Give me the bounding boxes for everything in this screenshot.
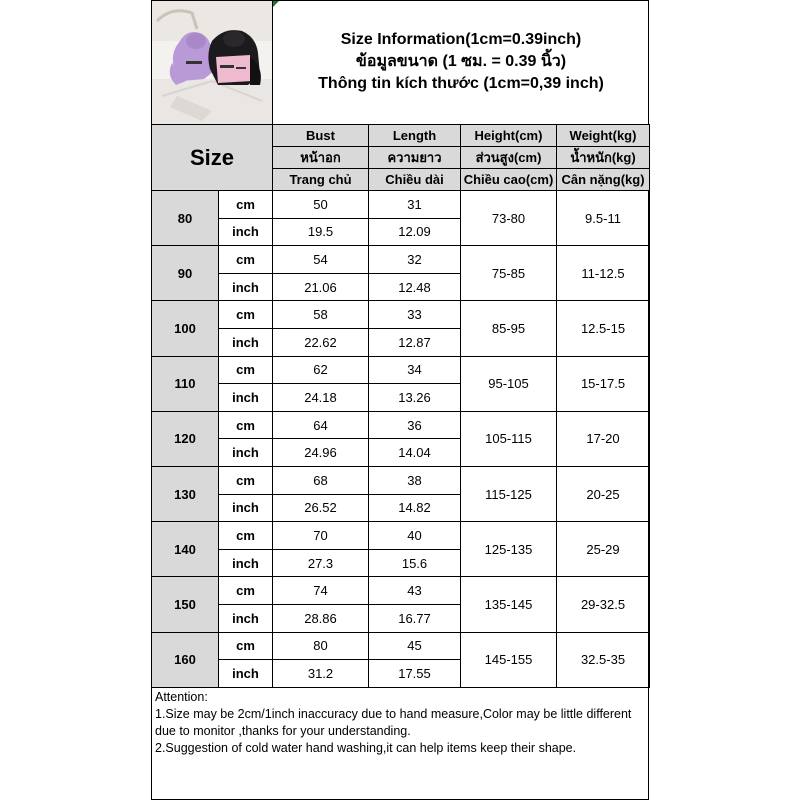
length-cm-value: 38: [369, 466, 461, 494]
size-value: 90: [152, 246, 219, 301]
weight-value: 29-32.5: [557, 577, 650, 632]
length-inch-value: 15.6: [369, 549, 461, 577]
bust-cm-value: 64: [273, 411, 369, 439]
length-inch-value: 12.09: [369, 218, 461, 246]
length-inch-value: 12.48: [369, 273, 461, 301]
size-value: 120: [152, 411, 219, 466]
weight-value: 25-29: [557, 522, 650, 577]
unit-inch-label: inch: [219, 439, 273, 467]
unit-cm-label: cm: [219, 191, 273, 219]
col-weight-vi: Cân nặng(kg): [557, 169, 650, 191]
unit-cm-label: cm: [219, 577, 273, 605]
header-line-thai: ข้อมูลขนาด (1 ซม. = 0.39 นิ้ว): [355, 53, 567, 70]
bust-cm-value: 80: [273, 632, 369, 660]
size-value: 160: [152, 632, 219, 687]
bust-cm-value: 50: [273, 191, 369, 219]
col-bust-vi: Trang chủ: [273, 169, 369, 191]
table-row: [152, 522, 650, 550]
length-cm-value: 33: [369, 301, 461, 329]
bust-cm-value: 68: [273, 466, 369, 494]
unit-cm-label: cm: [219, 466, 273, 494]
height-value: 85-95: [461, 301, 557, 356]
height-value: 75-85: [461, 246, 557, 301]
height-value: 105-115: [461, 411, 557, 466]
size-value: 150: [152, 577, 219, 632]
size-value: 80: [152, 191, 219, 246]
table-row: [152, 246, 650, 274]
bust-cm-value: 58: [273, 301, 369, 329]
length-inch-value: 14.82: [369, 494, 461, 522]
bust-inch-value: 28.86: [273, 604, 369, 632]
unit-cm-label: cm: [219, 522, 273, 550]
col-weight-en: Weight(kg): [557, 125, 650, 147]
attention-notes: [151, 687, 649, 800]
height-value: 125-135: [461, 522, 557, 577]
attention-note-1: 1.Size may be 2cm/1inch inaccuracy due to hand measure,Color may be little different due to monitor ,thanks for your understanding.: [155, 707, 632, 738]
table-row: [152, 411, 650, 439]
length-inch-value: 14.04: [369, 439, 461, 467]
attention-note-2: 2.Suggestion of cold water hand washing,it can help items keep their shape.: [155, 741, 577, 755]
bust-inch-value: 27.3: [273, 549, 369, 577]
unit-inch-label: inch: [219, 660, 273, 688]
bust-cm-value: 62: [273, 356, 369, 384]
bust-cm-value: 54: [273, 246, 369, 274]
attention-title: Attention:: [155, 690, 208, 704]
bust-inch-value: 21.06: [273, 273, 369, 301]
col-length-en: Length: [369, 125, 461, 147]
table-row: [152, 191, 650, 219]
col-height-vi: Chiều cao(cm): [461, 169, 557, 191]
col-weight-th: น้ำหนัก(kg): [557, 147, 650, 169]
length-cm-value: 32: [369, 246, 461, 274]
product-photo-illustration: [152, 1, 272, 124]
col-length-th: ความยาว: [369, 147, 461, 169]
table-row: [152, 466, 650, 494]
bust-inch-value: 19.5: [273, 218, 369, 246]
weight-value: 12.5-15: [557, 301, 650, 356]
height-value: 95-105: [461, 356, 557, 411]
size-value: 140: [152, 522, 219, 577]
table-row: [152, 577, 650, 605]
unit-inch-label: inch: [219, 494, 273, 522]
weight-value: 11-12.5: [557, 246, 650, 301]
unit-cm-label: cm: [219, 246, 273, 274]
size-value: 100: [152, 301, 219, 356]
unit-inch-label: inch: [219, 328, 273, 356]
header-line-english: Size Information(1cm=0.39inch): [340, 31, 582, 48]
size-header: Size: [152, 125, 273, 191]
product-photo: [152, 1, 273, 124]
length-cm-value: 45: [369, 632, 461, 660]
unit-inch-label: inch: [219, 218, 273, 246]
length-inch-value: 13.26: [369, 384, 461, 412]
unit-cm-label: cm: [219, 356, 273, 384]
weight-value: 20-25: [557, 466, 650, 521]
unit-inch-label: inch: [219, 384, 273, 412]
bust-cm-value: 70: [273, 522, 369, 550]
header-line-vietnamese: Thông tin kích thước (1cm=0,39 inch): [318, 75, 604, 92]
bust-inch-value: 31.2: [273, 660, 369, 688]
col-bust-en: Bust: [273, 125, 369, 147]
unit-inch-label: inch: [219, 273, 273, 301]
col-height-th: ส่วนสูง(cm): [461, 147, 557, 169]
weight-value: 32.5-35: [557, 632, 650, 687]
size-table: [151, 124, 650, 688]
table-row: [152, 632, 650, 660]
length-inch-value: 16.77: [369, 604, 461, 632]
length-cm-value: 43: [369, 577, 461, 605]
length-cm-value: 31: [369, 191, 461, 219]
height-value: 135-145: [461, 577, 557, 632]
unit-cm-label: cm: [219, 301, 273, 329]
length-cm-value: 34: [369, 356, 461, 384]
size-value: 110: [152, 356, 219, 411]
bust-inch-value: 24.18: [273, 384, 369, 412]
size-value: 130: [152, 466, 219, 521]
length-inch-value: 17.55: [369, 660, 461, 688]
table-row: [152, 356, 650, 384]
size-info-header: [273, 0, 649, 124]
bust-inch-value: 26.52: [273, 494, 369, 522]
weight-value: 17-20: [557, 411, 650, 466]
bust-inch-value: 24.96: [273, 439, 369, 467]
height-value: 73-80: [461, 191, 557, 246]
bust-cm-value: 74: [273, 577, 369, 605]
unit-inch-label: inch: [219, 549, 273, 577]
weight-value: 9.5-11: [557, 191, 650, 246]
length-cm-value: 40: [369, 522, 461, 550]
bust-inch-value: 22.62: [273, 328, 369, 356]
length-cm-value: 36: [369, 411, 461, 439]
unit-cm-label: cm: [219, 632, 273, 660]
col-bust-th: หน้าอก: [273, 147, 369, 169]
height-value: 115-125: [461, 466, 557, 521]
weight-value: 15-17.5: [557, 356, 650, 411]
table-row: [152, 301, 650, 329]
length-inch-value: 12.87: [369, 328, 461, 356]
unit-cm-label: cm: [219, 411, 273, 439]
unit-inch-label: inch: [219, 604, 273, 632]
col-height-en: Height(cm): [461, 125, 557, 147]
col-length-vi: Chiều dài: [369, 169, 461, 191]
height-value: 145-155: [461, 632, 557, 687]
